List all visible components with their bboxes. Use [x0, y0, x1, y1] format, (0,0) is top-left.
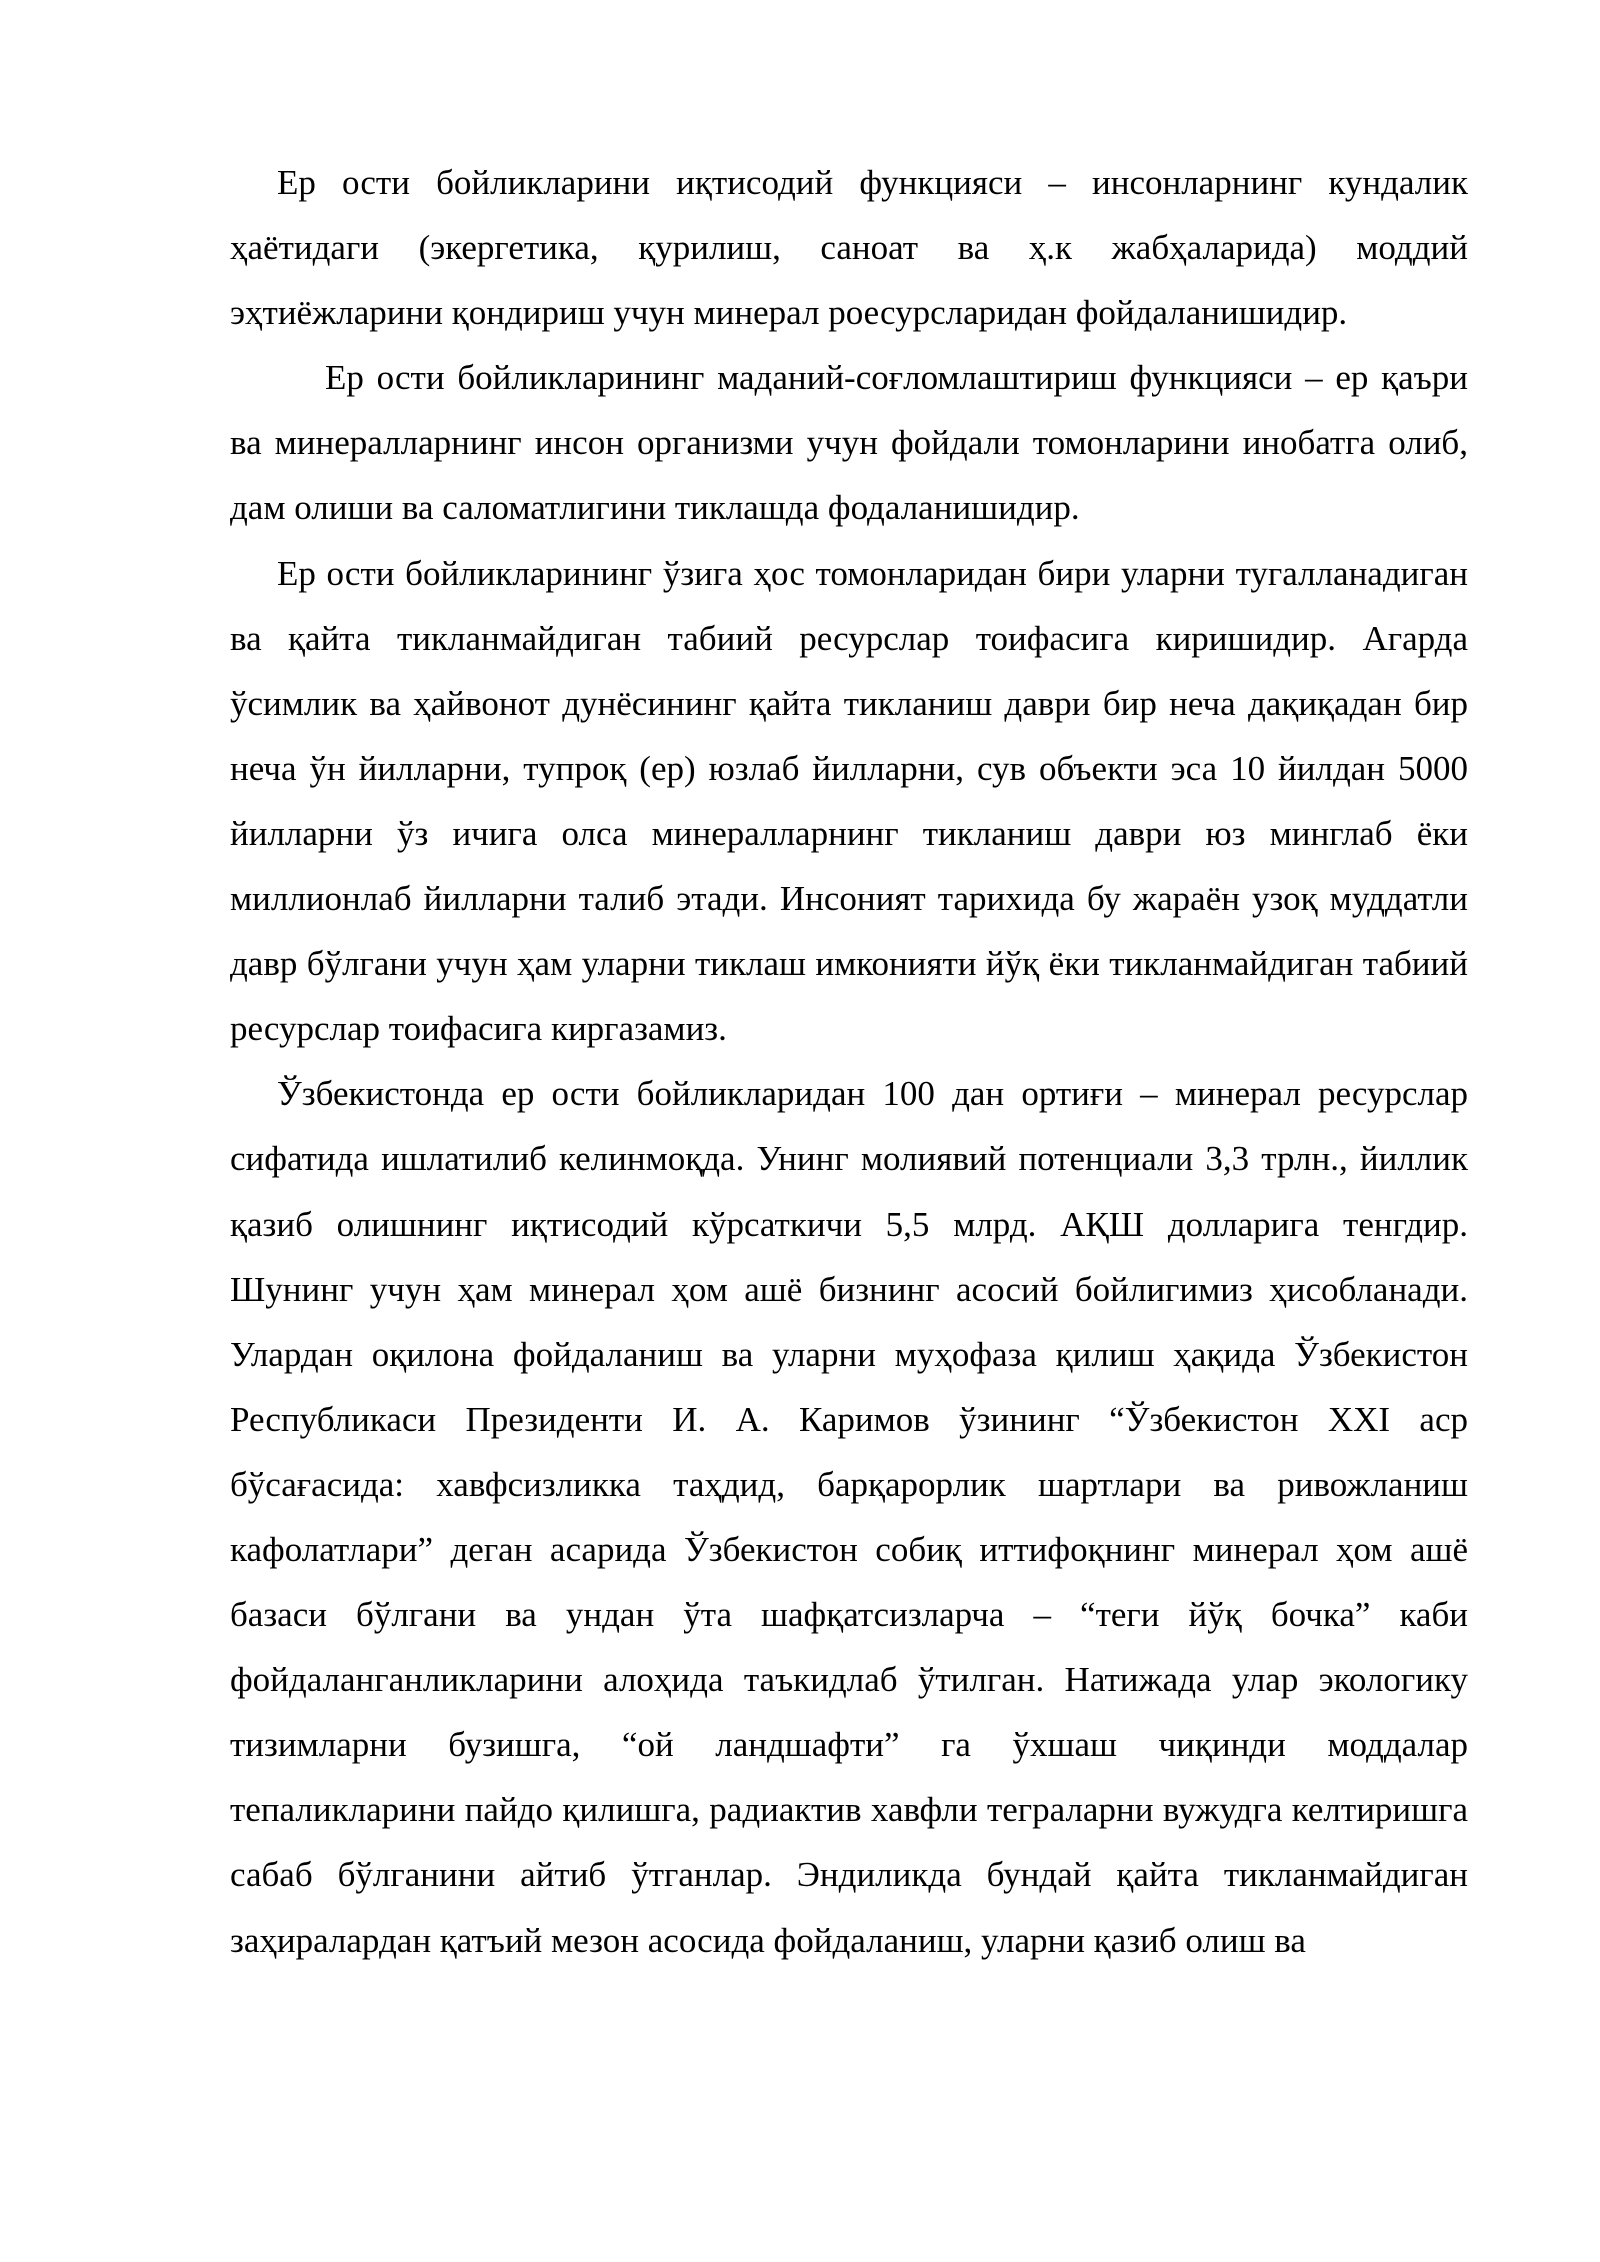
paragraph-uzbekistan-minerals: Ўзбекистонда ер ости бойликларидан 100 дан ортиғи – минерал ресурслар сифатида ишлатилиб келинмоқда. Унинг молиявий потенциали 3,3 трлн., йиллик қазиб олишнинг иқтисодий кўрсаткичи 5,5 млрд. АҚШ долларига тенгдир. Шунинг учун ҳам минерал ҳом ашё бизнинг асосий бойлигимиз ҳисобланади. Улардан оқилона фойдаланиш ва уларни муҳофаза қилиш ҳақида Ўзбекистон Республикаси Президенти И. А. Каримов ўзининг “Ўзбекистон XXI аср бўсағасида: хавфсизликка таҳдид, барқарорлик шартлари ва ривожланиш кафолатлари” деган асарида Ўзбекистон собиқ иттифоқнинг минерал ҳом ашё базаси бўлгани ва ундан ўта шафқатсизларча – “теги йўқ бочка” каби фойдаланганликларини алоҳида таъкидлаб ўтилган. Натижада улар экологику тизимларни бузишга, “ой ландшафти” га ўхшаш чиқинди моддалар тепаликларини пайдо қилишга, радиактив хавфли теграларни вужудга келтиришга сабаб бўлганини айтиб ўтганлар. Эндиликда бундай қайта тикланмайдиган заҳиралардан қатъий мезон асосида фойдаланиш, уларни қазиб олиш ва: [230, 1074, 1468, 1960]
paragraph-nonrenewable-resources: Ер ости бойликларининг ўзига ҳос томонларидан бири уларни тугалланадиган ва қайта тикланмайдиган табиий ресурслар тоифасига киришидир. Агарда ўсимлик ва ҳайвонот дунёсининг қайта тикланиш даври бир неча дақиқадан бир неча ўн йилларни, тупроқ (ер) юзлаб йилларни, сув объекти эса 10 йилдан 5000 йилларни ўз ичига олса минералларнинг тикланиш даври юз минглаб ёки миллионлаб йилларни талиб этади. Инсоният тарихида бу жараён узоқ муддатли давр бўлгани учун ҳам уларни тиклаш имконияти йўқ ёки тикланмайдиган табиий ресурслар тоифасига киргазамиз.: [230, 553, 1468, 1049]
paragraph-economic-function: Ер ости бойликларини иқтисодий функцияси – инсонларнинг кундалик ҳаётидаги (экергетика, қурилиш, саноат ва ҳ.к жабҳаларида) моддий эҳтиёжларини қондириш учун минерал роесурсларидан фойдаланишидир.: [230, 163, 1468, 333]
paragraph-health-function: Ер ости бойликларининг маданий-соғломлаштириш функцияси – ер қаъри ва минералларнинг инсон организми учун фойдали томонларини инобатга олиб, дам олиши ва саломатлигини тиклашда фодаланишидир.: [230, 358, 1468, 528]
document-body: [230, 150, 1468, 1973]
